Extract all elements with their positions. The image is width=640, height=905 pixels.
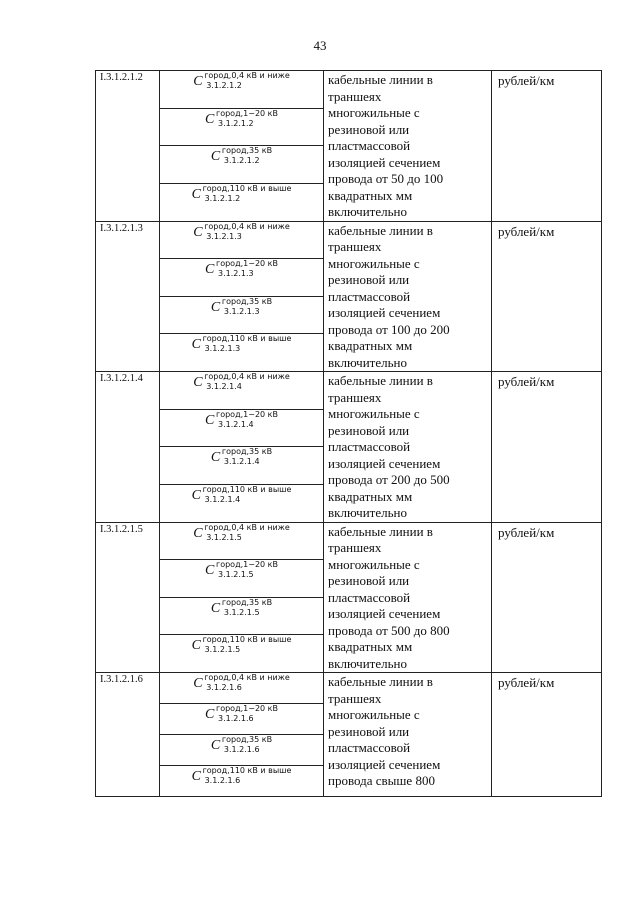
description-line: пластмассовой — [328, 288, 411, 304]
description-line: многожильные с — [328, 406, 420, 421]
item-description — [324, 221, 492, 372]
symbol-letter: C — [205, 412, 215, 428]
item-description — [324, 522, 492, 673]
table-row — [96, 673, 602, 704]
description-line: изоляцией сечением — [328, 305, 441, 320]
symbol-subscript: 3.1.2.1.3 — [223, 306, 260, 316]
symbol-superscript: город,1−20 кВ — [216, 704, 278, 713]
symbol-superscript: город,35 кВ — [221, 146, 273, 156]
description-line: резиновой или — [328, 723, 410, 739]
item-description — [324, 372, 492, 523]
unit-of-measure: рублей/км — [492, 522, 602, 673]
rates-table — [95, 70, 602, 797]
rates-table-body — [96, 71, 602, 797]
description-line: включительно — [328, 655, 407, 671]
symbol-letter: C — [193, 224, 203, 240]
rate-symbol-cell — [160, 635, 324, 673]
symbol-letter: C — [210, 149, 221, 165]
symbol-subscript: 3.1.2.1.4 — [206, 382, 242, 391]
unit-of-measure: рублей/км — [492, 71, 602, 222]
symbol-subscript: 3.1.2.1.5 — [223, 607, 260, 617]
description-line: квадратных мм — [328, 338, 413, 353]
description-line: кабельные линии в — [328, 674, 433, 689]
table-row — [96, 221, 602, 259]
symbol-superscript: город,1−20 кВ — [216, 560, 278, 570]
description-line: траншеях — [328, 389, 382, 405]
rate-symbol — [205, 110, 278, 128]
symbol-subscript: 3.1.2.1.6 — [204, 776, 241, 785]
rate-symbol-cell — [160, 597, 324, 635]
symbol-superscript: город,110 кВ и выше — [202, 484, 292, 494]
rate-symbol-cell — [160, 296, 324, 334]
rate-symbol — [211, 298, 272, 316]
symbol-subscript: 3.1.2.1.4 — [223, 457, 260, 467]
description-line: траншеях — [328, 88, 382, 104]
description-line: траншеях — [328, 690, 382, 706]
symbol-letter: C — [210, 738, 221, 753]
symbol-subscript: 3.1.2.1.3 — [204, 344, 241, 354]
symbol-letter: C — [191, 337, 201, 353]
symbol-superscript: город,110 кВ и выше — [202, 766, 292, 775]
symbol-letter: C — [193, 74, 203, 89]
description-line: кабельные линии в — [328, 72, 433, 87]
symbol-superscript: город,110 кВ и выше — [202, 635, 292, 645]
table-row — [96, 372, 602, 410]
page-number: 43 — [313, 38, 327, 53]
symbol-letter: C — [205, 262, 215, 278]
symbol-subscript: 3.1.2.1.2 — [218, 118, 254, 128]
description-line: резиновой или — [328, 573, 410, 588]
rate-symbol-cell — [160, 334, 324, 372]
rate-symbol — [192, 486, 292, 504]
rate-symbol — [193, 674, 290, 692]
description-line: пластмассовой — [328, 439, 411, 454]
description-line: пластмассовой — [328, 589, 411, 605]
symbol-subscript: 3.1.2.1.5 — [206, 532, 242, 542]
symbol-subscript: 3.1.2.1.6 — [223, 745, 260, 754]
symbol-superscript: город,0,4 кВ и ниже — [204, 221, 290, 231]
rate-symbol-cell — [160, 108, 324, 146]
symbol-superscript: город,110 кВ и выше — [202, 334, 292, 344]
rate-symbol-cell — [160, 409, 324, 447]
description-line: провода свыше 800 — [328, 773, 435, 788]
symbol-superscript: город,1−20 кВ — [216, 409, 278, 419]
description-line: провода от 200 до 500 — [328, 472, 450, 487]
symbol-subscript: 3.1.2.1.6 — [218, 714, 254, 723]
rate-symbol — [211, 448, 272, 466]
rate-symbol-cell — [160, 447, 324, 485]
symbol-superscript: город,110 кВ и выше — [202, 183, 292, 193]
description-line: траншеях — [328, 540, 382, 555]
symbol-letter: C — [193, 375, 203, 390]
item-description — [324, 673, 492, 797]
symbol-subscript: 3.1.2.1.5 — [204, 645, 241, 655]
symbol-subscript: 3.1.2.1.6 — [206, 683, 242, 692]
symbol-superscript: город,1−20 кВ — [216, 259, 278, 269]
symbol-superscript: город,1−20 кВ — [216, 108, 278, 118]
rate-symbol-cell — [160, 522, 324, 560]
table-row — [96, 522, 602, 560]
rate-symbol — [193, 373, 290, 391]
symbol-letter: C — [191, 186, 201, 202]
symbol-letter: C — [191, 769, 201, 784]
description-line: траншеях — [328, 239, 382, 254]
symbol-subscript: 3.1.2.1.4 — [218, 419, 254, 429]
rate-symbol — [192, 767, 292, 785]
symbol-superscript: город,0,4 кВ и ниже — [204, 71, 290, 80]
symbol-superscript: город,35 кВ — [221, 296, 273, 306]
rate-symbol — [192, 185, 292, 203]
rate-symbol-cell — [160, 673, 324, 704]
symbol-letter: C — [210, 600, 221, 616]
unit-of-measure: рублей/км — [492, 221, 602, 372]
description-line: изоляцией сечением — [328, 756, 441, 772]
symbol-letter: C — [193, 676, 203, 691]
item-code: I.3.1.2.1.4 — [96, 372, 160, 523]
rate-symbol — [193, 72, 290, 90]
rate-symbol — [205, 411, 278, 429]
description-line: квадратных мм — [328, 488, 413, 504]
description-line: включительно — [328, 204, 407, 219]
rate-symbol — [192, 335, 292, 353]
rate-symbol-cell — [160, 735, 324, 766]
unit-of-measure: рублей/км — [492, 372, 602, 523]
description-line: многожильные с — [328, 255, 420, 271]
description-line: включительно — [328, 354, 407, 370]
item-code: I.3.1.2.1.5 — [96, 522, 160, 673]
symbol-letter: C — [191, 487, 201, 503]
description-line: изоляцией сечением — [328, 455, 441, 471]
item-description — [324, 71, 492, 222]
symbol-superscript: город,35 кВ — [221, 735, 273, 744]
description-line: квадратных мм — [328, 187, 413, 203]
symbol-subscript: 3.1.2.1.3 — [206, 231, 242, 241]
rate-symbol-cell — [160, 484, 324, 522]
description-line: провода от 50 до 100 — [328, 171, 444, 186]
rate-symbol — [211, 147, 272, 165]
symbol-superscript: город,0,4 кВ и ниже — [204, 522, 290, 532]
symbol-subscript: 3.1.2.1.4 — [204, 494, 241, 504]
rate-symbol-cell — [160, 146, 324, 184]
rate-symbol — [193, 223, 290, 241]
symbol-subscript: 3.1.2.1.5 — [218, 570, 254, 580]
rate-symbol — [211, 599, 272, 617]
symbol-letter: C — [191, 638, 201, 654]
symbol-letter: C — [205, 563, 215, 579]
table-row — [96, 71, 602, 109]
rate-symbol — [205, 705, 278, 723]
description-line: пластмассовой — [328, 740, 411, 755]
item-code: I.3.1.2.1.6 — [96, 673, 160, 797]
symbol-letter: C — [205, 707, 215, 722]
rate-symbol-cell — [160, 766, 324, 797]
item-code: I.3.1.2.1.3 — [96, 221, 160, 372]
description-line: кабельные линии в — [328, 373, 433, 388]
description-line: кабельные линии в — [328, 523, 433, 539]
description-line: резиновой или — [328, 272, 410, 287]
description-line: включительно — [328, 505, 407, 520]
description-line: провода от 500 до 800 — [328, 622, 450, 638]
description-line: изоляцией сечением — [328, 606, 441, 621]
description-line: резиновой или — [328, 121, 410, 137]
symbol-subscript: 3.1.2.1.2 — [204, 193, 241, 203]
symbol-superscript: город,0,4 кВ и ниже — [204, 673, 290, 682]
symbol-superscript: город,0,4 кВ и ниже — [204, 372, 290, 381]
rate-symbol — [193, 524, 290, 542]
symbol-letter: C — [193, 525, 203, 541]
description-line: изоляцией сечением — [328, 154, 441, 170]
item-code: I.3.1.2.1.2 — [96, 71, 160, 222]
rate-symbol-cell — [160, 71, 324, 109]
unit-of-measure: рублей/км — [492, 673, 602, 797]
description-line: кабельные линии в — [328, 222, 433, 238]
description-line: провода от 100 до 200 — [328, 321, 450, 337]
rate-symbol-cell — [160, 183, 324, 221]
symbol-superscript: город,35 кВ — [221, 447, 273, 457]
description-line: многожильные с — [328, 707, 420, 722]
rate-symbol — [211, 736, 272, 754]
symbol-subscript: 3.1.2.1.3 — [218, 269, 254, 279]
symbol-subscript: 3.1.2.1.2 — [206, 81, 242, 90]
description-line: квадратных мм — [328, 639, 413, 654]
rate-symbol — [192, 636, 292, 654]
rate-symbol-cell — [160, 704, 324, 735]
rate-symbol-cell — [160, 560, 324, 598]
description-line: многожильные с — [328, 105, 420, 120]
symbol-letter: C — [210, 299, 221, 315]
rate-symbol — [205, 561, 278, 579]
rate-symbol-cell — [160, 221, 324, 259]
rate-symbol-cell — [160, 372, 324, 410]
description-line: резиновой или — [328, 422, 410, 438]
symbol-subscript: 3.1.2.1.2 — [223, 156, 260, 166]
description-line: пластмассовой — [328, 138, 411, 153]
rate-symbol-cell — [160, 259, 324, 297]
symbol-letter: C — [205, 111, 215, 127]
symbol-superscript: город,35 кВ — [221, 597, 273, 607]
rate-symbol — [205, 260, 278, 278]
description-line: многожильные с — [328, 556, 420, 572]
symbol-letter: C — [210, 450, 221, 466]
